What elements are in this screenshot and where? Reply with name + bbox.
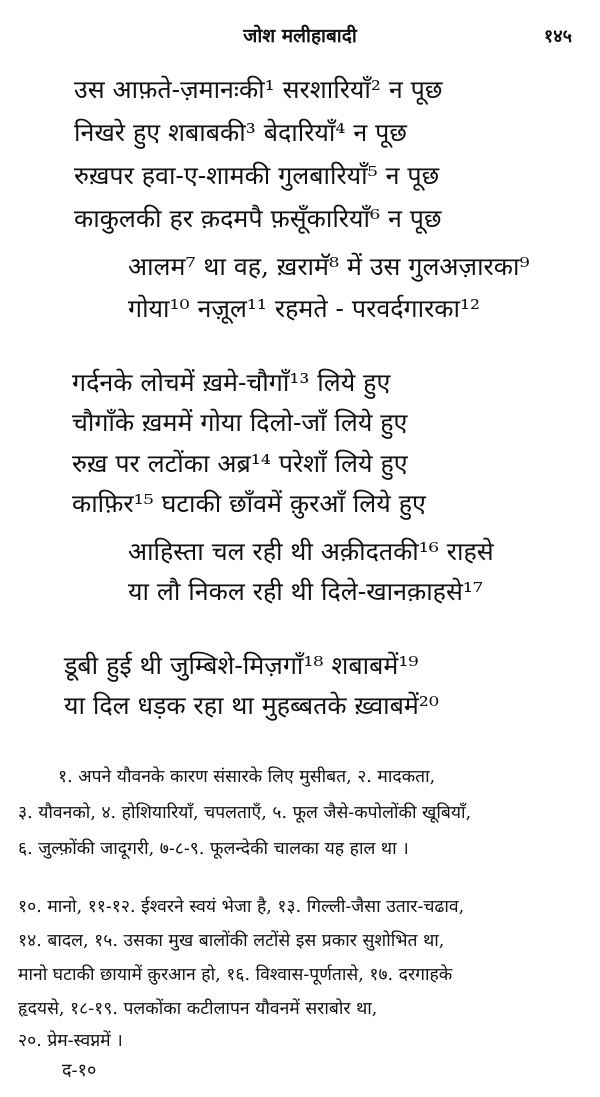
footnote-line: ३. यौवनको, ४. होशियारियाँ, चपलताएँ, ५. फूल जैसे-कपोलोंकी खूबियाँ, [18, 803, 472, 823]
verse-line: गर्दनके लोचमें ख़मे-चौगाँ¹³ लिये हुए [72, 368, 391, 397]
printer-signature-mark: द-१० [62, 1060, 97, 1081]
verse-line: डूबी हुई थी जुम्बिशे-मिज़गाँ¹⁸ शबाबमें¹⁹ [64, 651, 419, 680]
couplet-line: आलम⁷ था वह, ख़रामॅ⁸ में उस गुलअज़ारका⁹ [128, 252, 530, 281]
footnote-line: १. अपने यौवनके कारण संसारके लिए मुसीबत, २. मादकता, [58, 767, 436, 787]
verse-line: उस आफ़ते-ज़मानःकी¹ सरशारियाँ² न पूछ [74, 75, 443, 104]
verse-line: काफ़िर¹⁵ घटाकी छाँवमें क़ुरआँ लिये हुए [72, 489, 426, 518]
couplet-line: आहिस्ता चल रही थी अक़ीदतकी¹⁶ राहसे [128, 537, 494, 566]
verse-line: चौगाँके ख़ममें गोया दिलो-जाँ लिये हुए [72, 408, 408, 437]
verse-line: या दिल धड़क रहा था मुहब्बतके ख़्वाबमें²⁰ [64, 691, 439, 720]
couplet-line: या लौ निकल रही थी दिले-खानक़ाहसे¹⁷ [128, 577, 483, 606]
footnote-line: हृदयसे, १८-१९. पलकोंका कटीलापन यौवनमें सराबोर था, [18, 999, 378, 1019]
verse-line: रुख़पर हवा-ए-शामकी गुलबारियाँ⁵ न पूछ [74, 161, 440, 190]
verse-line: रुख़ पर लटोंका अब्र¹⁴ परेशाँ लिये हुए [72, 449, 408, 478]
couplet-line: गोया¹⁰ नज़ूल¹¹ रहमते - परवर्दगारका¹² [128, 294, 481, 323]
footnote-line: १०. मानो, ११-१२. ईश्वरने स्वयं भेजा है, १३. गिल्ली-जैसा उतार-चढाव, [18, 897, 465, 917]
verse-line: निखरे हुए शबाबकी³ बेदारियाँ⁴ न पूछ [74, 118, 407, 147]
footnote-line: मानो घटाकी छायामें क़ुरआन हो, १६. विश्वास-पूर्णतासे, १७. दरगाहके [18, 965, 453, 985]
footnote-line: ६. जुल्फ़ोंकी जादूगरी, ७-८-९. फूलन्देकी चालका यह हाल था । [18, 839, 409, 859]
running-header-title: जोश मलीहाबादी [243, 25, 357, 47]
footnote-line: १४. बादल, १५. उसका मुख बालोंकी लटोंसे इस प्रकार सुशोभित था, [18, 931, 445, 951]
footnote-line: २०. प्रेम-स्वप्नमें । [18, 1031, 123, 1051]
page-number: १४५ [543, 26, 572, 47]
verse-line: काकुलकी हर क़दमपै फ़सूँकारियाँ⁶ न पूछ [74, 204, 442, 233]
